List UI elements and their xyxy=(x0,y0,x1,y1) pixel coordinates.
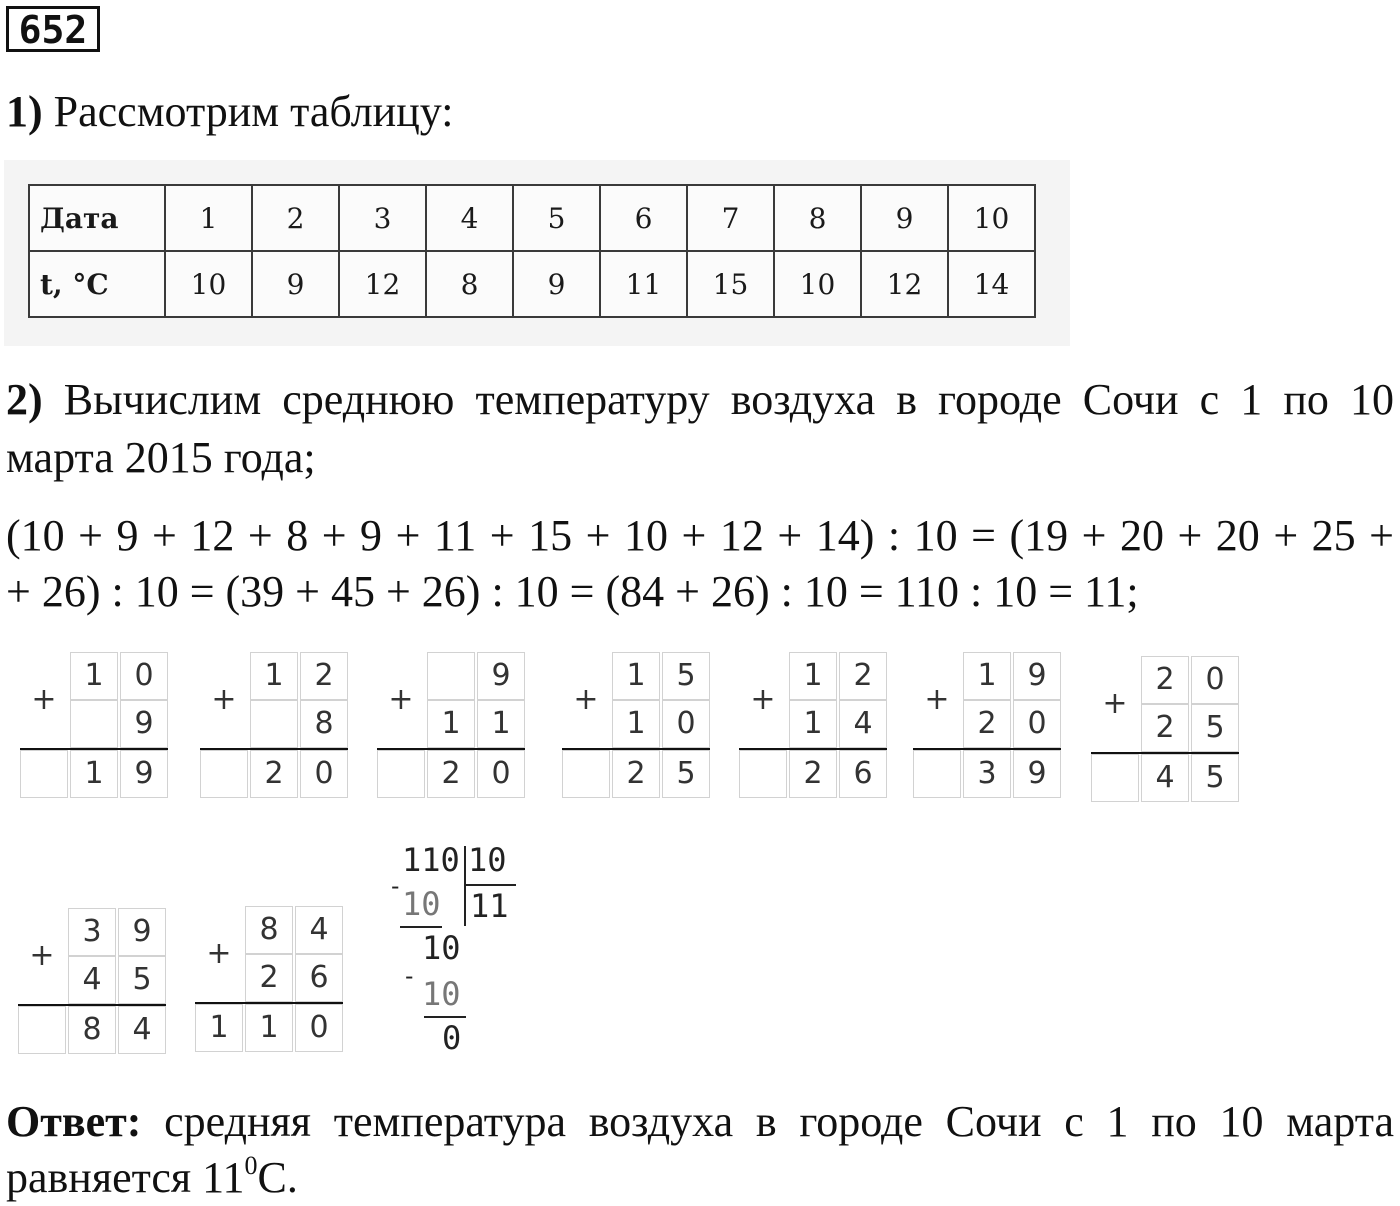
column-addition xyxy=(195,906,343,1052)
sum-digit: 3 xyxy=(963,750,1011,798)
column-addition xyxy=(739,652,887,798)
sum-digit: 4 xyxy=(1141,754,1189,802)
sum-digit: 9 xyxy=(120,750,168,798)
sum-digit xyxy=(20,750,68,798)
addend-1-digit: 2 xyxy=(1141,656,1189,704)
addend-1-digit: 8 xyxy=(245,906,293,954)
addend-2-digit: 2 xyxy=(963,700,1011,748)
addend-2-digit: 1 xyxy=(789,700,837,748)
temperature-cell: 10 xyxy=(165,251,252,317)
sum-digit xyxy=(739,750,787,798)
sum-digit: 8 xyxy=(68,1006,116,1054)
sum-line xyxy=(562,748,710,750)
addend-2-digit: 1 xyxy=(612,700,660,748)
temperature-cell: 8 xyxy=(426,251,513,317)
degree-superscript: 0 xyxy=(244,1151,258,1180)
date-cell: 3 xyxy=(339,185,426,251)
sum-digit: 0 xyxy=(300,750,348,798)
date-cell: 1 xyxy=(165,185,252,251)
sum-line xyxy=(739,748,887,750)
addend-2-digit xyxy=(70,700,118,748)
sum-digit: 2 xyxy=(612,750,660,798)
addend-2-digit: 1 xyxy=(477,700,525,748)
addend-1-digit xyxy=(427,652,475,700)
addend-1-digit: 4 xyxy=(295,906,343,954)
division-remainder-1: 10 xyxy=(422,929,461,967)
date-cell: 8 xyxy=(774,185,861,251)
column-addition xyxy=(913,652,1061,798)
addend-2-digit: 4 xyxy=(68,956,116,1004)
sum-line xyxy=(18,1004,166,1006)
division-remainder-2: 0 xyxy=(442,1019,462,1057)
addend-1-digit: 1 xyxy=(612,652,660,700)
date-cell: 2 xyxy=(252,185,339,251)
sum-digit: 6 xyxy=(839,750,887,798)
temperature-cell: 9 xyxy=(513,251,600,317)
column-addition xyxy=(200,652,348,798)
temperature-cell: 14 xyxy=(948,251,1035,317)
sum-digit: 2 xyxy=(789,750,837,798)
plus-sign: + xyxy=(31,682,57,717)
addend-2-digit: 0 xyxy=(662,700,710,748)
temperature-table xyxy=(28,184,1036,318)
answer-value-suffix: С. xyxy=(257,1153,298,1202)
date-row xyxy=(29,185,1035,251)
sum-digit: 1 xyxy=(70,750,118,798)
division-divisor: 10 xyxy=(468,841,507,879)
plus-sign: + xyxy=(1102,686,1128,721)
sum-digit: 2 xyxy=(427,750,475,798)
addend-2-digit: 2 xyxy=(1141,704,1189,752)
date-cell: 9 xyxy=(861,185,948,251)
division-minus-1: - xyxy=(388,872,403,900)
date-header: Дата xyxy=(29,185,165,251)
addend-1-digit: 1 xyxy=(70,652,118,700)
problem-number: 652 xyxy=(6,6,100,52)
step-1-label: Рассмотрим таблицу: xyxy=(42,87,454,136)
addend-2-digit: 6 xyxy=(295,954,343,1002)
date-cell: 4 xyxy=(426,185,513,251)
sum-digit xyxy=(377,750,425,798)
expression-line-1: (10 + 9 + 12 + 8 + 9 + 11 + 15 + 10 + 12 + 14) : 10 = (19 + 20 + 20 + 25 + xyxy=(6,511,1394,560)
division-quotient: 11 xyxy=(470,887,509,925)
addend-2-digit: 4 xyxy=(839,700,887,748)
sum-digit: 0 xyxy=(295,1004,343,1052)
temperature-cell: 12 xyxy=(861,251,948,317)
sum-digit xyxy=(1091,754,1139,802)
sum-line xyxy=(377,748,525,750)
date-cell: 6 xyxy=(600,185,687,251)
sum-line xyxy=(20,748,168,750)
addend-2-digit: 1 xyxy=(427,700,475,748)
column-addition xyxy=(562,652,710,798)
addend-2-digit: 2 xyxy=(245,954,293,1002)
temperature-cell: 10 xyxy=(774,251,861,317)
step-2-line-1 xyxy=(6,372,1394,428)
sum-digit xyxy=(913,750,961,798)
column-addition xyxy=(377,652,525,798)
addend-2-digit: 5 xyxy=(1191,704,1239,752)
division-subtrahend-1: 10 xyxy=(402,885,441,923)
sum-digit: 1 xyxy=(245,1004,293,1052)
sum-digit: 5 xyxy=(662,750,710,798)
step-2-line-2: марта 2015 года; xyxy=(6,433,316,482)
sum-line xyxy=(1091,752,1239,754)
column-addition xyxy=(20,652,168,798)
sum-line xyxy=(913,748,1061,750)
temperature-cell: 15 xyxy=(687,251,774,317)
division-subtrahend-2: 10 xyxy=(422,975,461,1013)
plus-sign: + xyxy=(211,682,237,717)
sum-digit: 5 xyxy=(1191,754,1239,802)
sum-digit xyxy=(18,1006,66,1054)
plus-sign: + xyxy=(206,936,232,971)
sum-digit xyxy=(200,750,248,798)
division-minus-2: - xyxy=(402,962,417,990)
plus-sign: + xyxy=(924,682,950,717)
answer-line-2 xyxy=(6,1150,298,1206)
long-division xyxy=(384,840,524,1060)
addend-2-digit: 5 xyxy=(118,956,166,1004)
answer-label: Ответ: xyxy=(6,1097,142,1146)
sum-digit: 4 xyxy=(118,1006,166,1054)
sum-digit: 0 xyxy=(477,750,525,798)
answer-line-1 xyxy=(6,1094,1394,1150)
division-dividend: 110 xyxy=(402,841,460,879)
plus-sign: + xyxy=(29,938,55,973)
addend-1-digit: 0 xyxy=(120,652,168,700)
addend-2-digit: 0 xyxy=(1013,700,1061,748)
addend-2-digit: 9 xyxy=(120,700,168,748)
temperature-cell: 9 xyxy=(252,251,339,317)
addend-2-digit: 8 xyxy=(300,700,348,748)
sum-digit: 9 xyxy=(1013,750,1061,798)
plus-sign: + xyxy=(388,682,414,717)
addend-1-digit: 1 xyxy=(250,652,298,700)
date-cell: 5 xyxy=(513,185,600,251)
temperature-table-scan xyxy=(4,160,1070,346)
temperature-cell: 12 xyxy=(339,251,426,317)
step-1-text xyxy=(6,84,453,140)
temperature-row xyxy=(29,251,1035,317)
addend-1-digit: 9 xyxy=(118,908,166,956)
answer-text: средняя температура воздуха в городе Сочи с 1 по 10 марта xyxy=(141,1097,1394,1146)
plus-sign: + xyxy=(573,682,599,717)
sum-line xyxy=(195,1002,343,1004)
addend-1-digit: 2 xyxy=(300,652,348,700)
addend-1-digit: 9 xyxy=(477,652,525,700)
addend-1-digit: 2 xyxy=(839,652,887,700)
sum-digit: 1 xyxy=(195,1004,243,1052)
addend-2-digit xyxy=(250,700,298,748)
expression-line-2: + 26) : 10 = (39 + 45 + 26) : 10 = (84 + 26) : 10 = 110 : 10 = 11; xyxy=(6,567,1139,616)
step-2-number: 2) xyxy=(6,375,43,424)
addend-1-digit: 9 xyxy=(1013,652,1061,700)
addend-1-digit: 1 xyxy=(789,652,837,700)
division-vertical-line xyxy=(464,846,466,926)
addend-1-digit: 1 xyxy=(963,652,1011,700)
addend-1-digit: 0 xyxy=(1191,656,1239,704)
sum-digit xyxy=(562,750,610,798)
answer-value-prefix: равняется 11 xyxy=(6,1153,245,1202)
temperature-header: t, °C xyxy=(29,251,165,317)
addend-1-digit: 3 xyxy=(68,908,116,956)
temperature-cell: 11 xyxy=(600,251,687,317)
date-cell: 7 xyxy=(687,185,774,251)
sum-line xyxy=(200,748,348,750)
step-1-number: 1) xyxy=(6,87,43,136)
addend-1-digit: 5 xyxy=(662,652,710,700)
plus-sign: + xyxy=(750,682,776,717)
date-cell: 10 xyxy=(948,185,1035,251)
step-2-text: Вычислим среднюю температуру воздуха в городе Сочи с 1 по 10 xyxy=(42,375,1394,424)
sum-digit: 2 xyxy=(250,750,298,798)
column-addition xyxy=(1091,656,1239,802)
column-addition xyxy=(18,908,166,1054)
